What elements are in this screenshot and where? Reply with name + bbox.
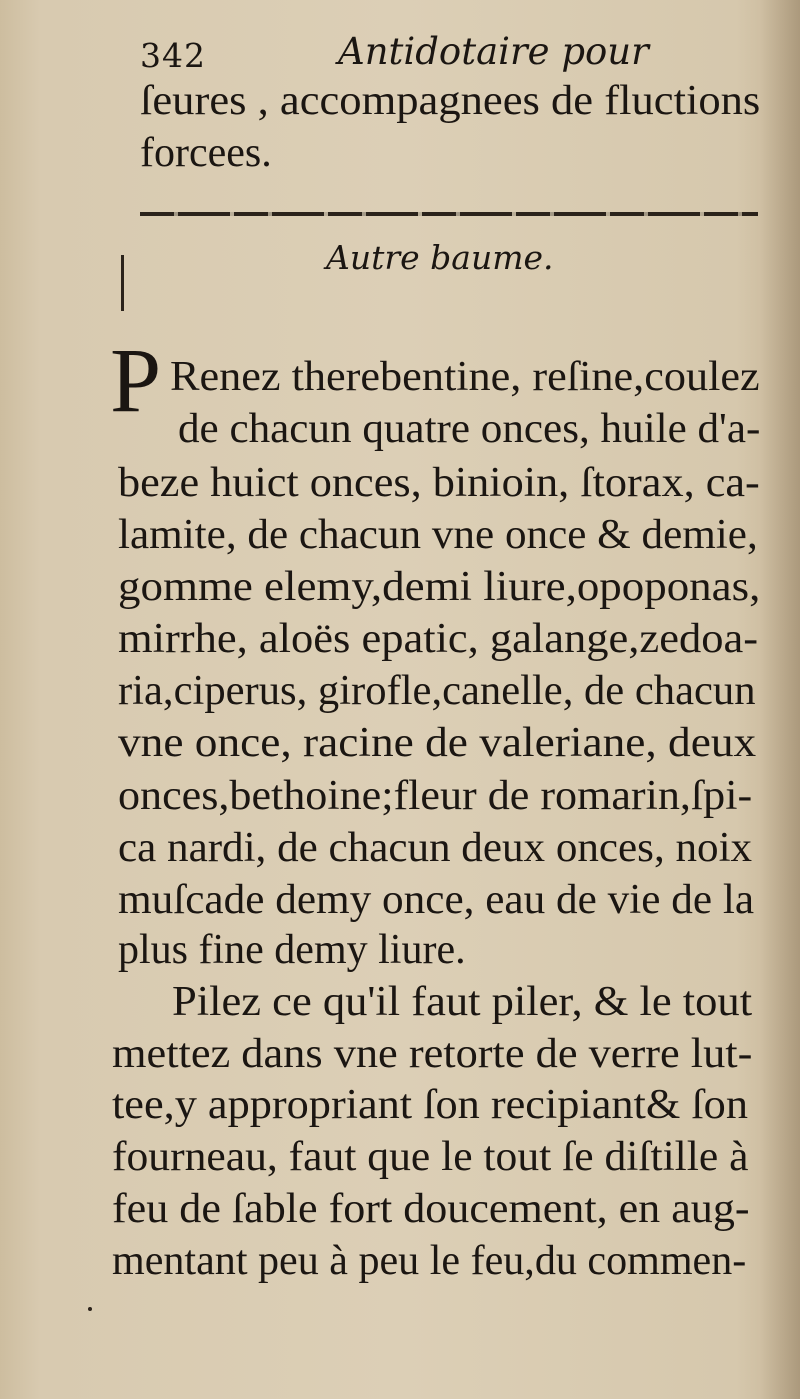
body-line: gomme elemy,demi liure,opoponas, bbox=[118, 564, 761, 610]
body-line: mettez dans vne retorte de verre lut- bbox=[112, 1031, 753, 1077]
body-line: ca nardi, de chacun deux onces, noix bbox=[118, 825, 753, 871]
body-line: Renez therebentine, reſine,coulez bbox=[170, 354, 760, 400]
body-line: feu de ſable fort doucement, en aug- bbox=[112, 1186, 750, 1232]
page-number: 342 bbox=[140, 36, 206, 75]
body-line: Pilez ce qu'il faut piler, & le tout bbox=[172, 979, 753, 1025]
body-line: mentant peu à peu le feu,du commen- bbox=[112, 1238, 747, 1284]
body-line: tee,y appropriant ſon recipiant& ſon bbox=[112, 1082, 748, 1128]
body-line: de chacun quatre onces, huile d'a- bbox=[178, 406, 761, 452]
carryover-line: forcees. bbox=[140, 130, 272, 176]
body-line: mirrhe, aloës epatic, galange,zedoa- bbox=[118, 616, 759, 662]
body-line: ria,ciperus, girofle,canelle, de chacun bbox=[118, 668, 756, 714]
carryover-line: ſeures , accompagnees de fluctions bbox=[140, 78, 761, 124]
body-line: muſcade demy once, eau de vie de la bbox=[118, 877, 755, 923]
drop-initial: P bbox=[110, 329, 162, 431]
section-divider-rule bbox=[140, 212, 758, 216]
section-title: Autre baume. bbox=[326, 238, 554, 277]
ink-speck bbox=[88, 1307, 92, 1311]
body-line: vne once, racine de valeriane, deux bbox=[118, 720, 757, 766]
body-line: fourneau, faut que le tout ſe diſtille à bbox=[112, 1134, 749, 1180]
body-line: plus fine demy liure. bbox=[118, 927, 466, 973]
margin-mark bbox=[121, 255, 124, 311]
page-gutter-shadow bbox=[760, 0, 800, 1399]
body-line: onces,bethoine;fleur de romarin,ſpi- bbox=[118, 773, 753, 819]
running-title: Antidotaire pour bbox=[338, 30, 649, 73]
body-line: lamite, de chacun vne once & demie, bbox=[118, 512, 758, 558]
body-line: beze huict onces, binioin, ſtorax, ca- bbox=[118, 460, 760, 506]
